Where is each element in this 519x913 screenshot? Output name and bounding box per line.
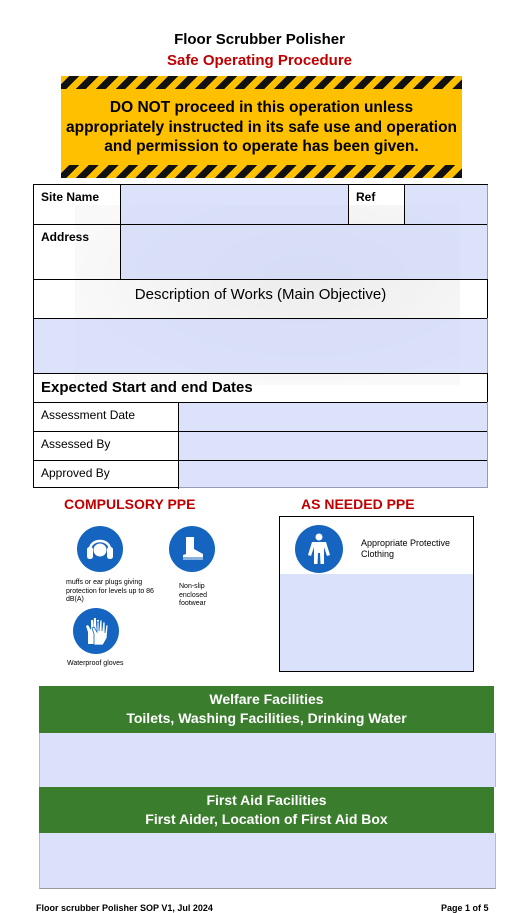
gloves-icon: [73, 608, 119, 654]
ear-protection-caption: muffs or ear plugs giving protection for levels up to 86 dB(A): [66, 579, 154, 603]
site-details-form: [33, 184, 488, 488]
ref-label: Ref: [356, 190, 376, 204]
footer-page-number: Page 1 of 5: [441, 903, 489, 913]
approved-by-label: Approved By: [41, 466, 110, 480]
assessed-by-label: Assessed By: [41, 437, 111, 451]
warning-banner: [61, 76, 462, 178]
site-name-label: Site Name: [41, 190, 100, 204]
warning-line-2: appropriately instructed in its safe use and operation: [65, 118, 458, 136]
ear-protection-icon: [77, 526, 123, 572]
gloves-caption: Waterproof gloves: [67, 660, 124, 667]
column-divider: [120, 185, 121, 279]
first-aid-title: First Aid Facilities: [206, 792, 327, 808]
welfare-title: Welfare Facilities: [209, 691, 324, 707]
document-subtitle: Safe Operating Procedure: [166, 52, 353, 69]
dates-heading: Expected Start and end Dates: [41, 379, 253, 396]
column-divider: [178, 402, 179, 489]
hazard-stripe-bottom: [61, 165, 462, 178]
document-title: Floor Scrubber Polisher: [174, 31, 345, 48]
hazard-stripe-top: [61, 76, 462, 89]
protective-clothing-caption: Appropriate Protective Clothing: [361, 538, 451, 559]
first-aid-header: [39, 787, 494, 833]
warning-text: [61, 98, 462, 157]
description-heading: Description of Works (Main Objective): [134, 286, 387, 303]
safety-boot-caption: Non-slip enclosed footwear: [179, 583, 208, 607]
site-name-field[interactable]: [120, 185, 348, 224]
row-divider: [34, 318, 487, 319]
as-needed-ppe-box: [279, 516, 474, 672]
safety-boot-icon: [169, 526, 215, 572]
address-field[interactable]: [120, 224, 488, 279]
warning-line-1: DO NOT proceed in this operation unless: [109, 99, 414, 116]
row-divider: [34, 224, 487, 225]
warning-line-3: and permission to operate has been given.: [104, 138, 419, 155]
as-needed-ppe-field[interactable]: [280, 574, 473, 671]
row-divider: [34, 431, 487, 432]
row-divider: [34, 279, 487, 280]
assessment-fields[interactable]: [178, 402, 488, 488]
first-aid-details: First Aider, Location of First Aid Box: [145, 811, 388, 827]
assessment-date-label: Assessment Date: [41, 408, 136, 422]
description-field[interactable]: [34, 318, 488, 373]
compulsory-ppe-heading: COMPULSORY PPE: [64, 496, 196, 512]
row-divider: [34, 373, 487, 374]
footer-document-ref: Floor scrubber Polisher SOP V1, Jul 2024: [36, 903, 213, 913]
protective-clothing-icon: [295, 525, 343, 573]
column-divider: [348, 185, 349, 224]
row-divider: [34, 460, 487, 461]
welfare-facilities-header: [39, 686, 494, 733]
first-aid-field[interactable]: [39, 833, 496, 889]
address-label: Address: [41, 230, 90, 244]
as-needed-ppe-heading: AS NEEDED PPE: [301, 496, 415, 512]
welfare-facilities-field[interactable]: [39, 733, 496, 787]
welfare-details: Toilets, Washing Facilities, Drinking Water: [126, 710, 407, 726]
row-divider: [34, 402, 487, 403]
ref-field[interactable]: [404, 185, 488, 224]
column-divider: [404, 185, 405, 224]
